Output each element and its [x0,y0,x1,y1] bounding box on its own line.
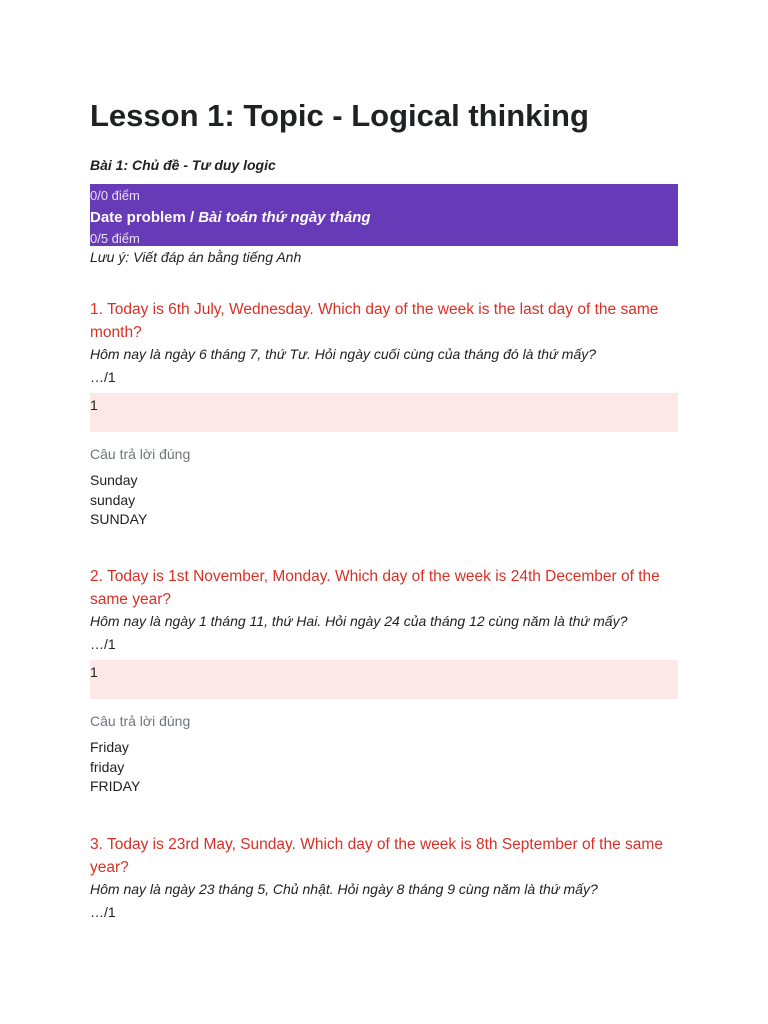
section-title-en: Date problem / [90,209,195,226]
correct-answer-label: Câu trả lời đúng [90,446,191,462]
question-1 [90,298,678,530]
question-translation: Hôm nay là ngày 1 tháng 11, thứ Hai. Hỏi ngày 24 của tháng 12 cùng năm là thứ mấy? [90,613,628,629]
instruction-note: Lưu ý: Viết đáp án bằng tiếng Anh [90,249,302,265]
question-text: 2. Today is 1st November, Monday. Which day of the week is 24th December of the same year? [90,568,660,608]
question-score: …/1 [90,636,116,652]
question-score: …/1 [90,369,116,385]
page-subtitle: Bài 1: Chủ đề - Tư duy logic [90,157,276,173]
question-3 [90,833,678,920]
correct-answer: Sunday [90,472,138,488]
correct-answer-list [90,738,678,797]
question-translation: Hôm nay là ngày 6 tháng 7, thứ Tư. Hỏi ngày cuối cùng của tháng đó là thứ mấy? [90,346,597,362]
correct-answer: sunday [90,491,136,508]
correct-answer: friday [90,758,125,775]
correct-answer: SUNDAY [90,511,148,527]
section-points: 0/5 điểm [90,231,140,246]
question-text: 1. Today is 6th July, Wednesday. Which day of the week is the last day of the same month? [90,301,659,341]
question-score: …/1 [90,904,116,920]
answer-response: 1 [90,393,678,432]
correct-answer: Friday [90,739,129,755]
question-2 [90,565,678,797]
question-translation: Hôm nay là ngày 23 tháng 5, Chủ nhật. Hỏi ngày 8 tháng 9 cùng năm là thứ mấy? [90,881,598,897]
correct-answer-list [90,471,678,530]
answer-response: 1 [90,660,678,699]
section-title-vn: Bài toán thứ ngày tháng [198,209,371,226]
section-header [90,184,678,246]
correct-answer: FRIDAY [90,778,141,794]
total-points: 0/0 điểm [90,188,140,203]
question-text: 3. Today is 23rd May, Sunday. Which day of the week is 8th September of the same year? [90,836,663,876]
correct-answer-label: Câu trả lời đúng [90,713,191,729]
section-title [90,209,371,226]
page-title: Lesson 1: Topic - Logical thinking [90,98,589,133]
